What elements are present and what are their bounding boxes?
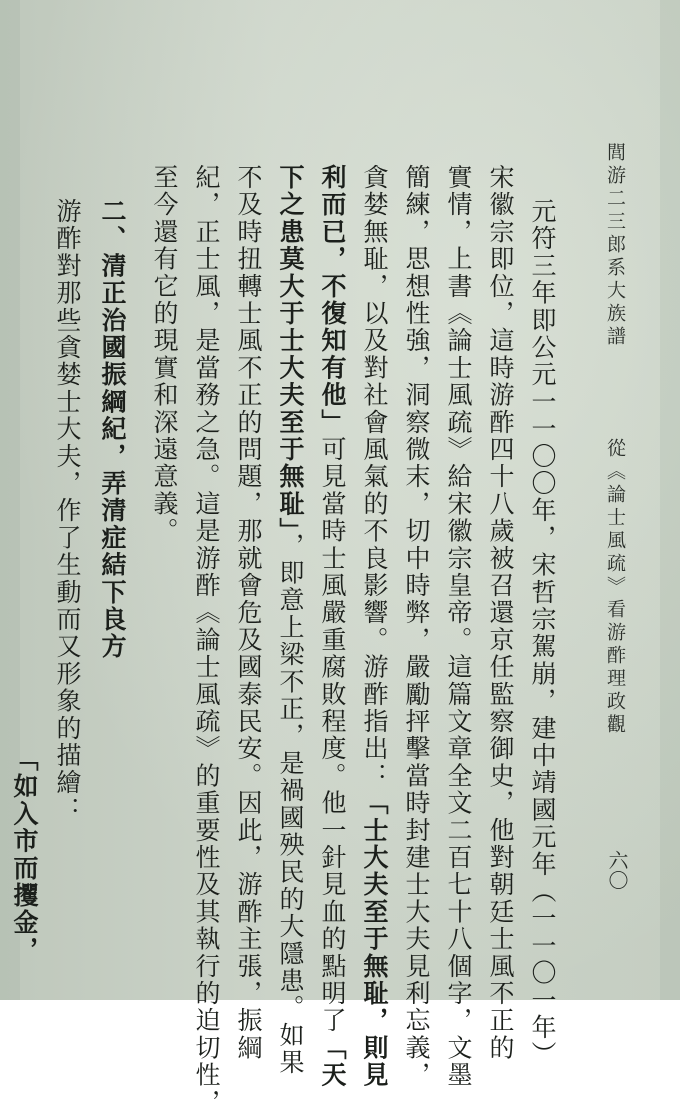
section-title: 從《論士風疏》看游酢理政觀 <box>604 438 626 737</box>
body-column-1: 元符三年即公元一一〇〇年，宋哲宗駕崩，建中靖國元年（一一〇一年） <box>528 198 557 1069</box>
quote-1-end: 利而已，不復知有他」 <box>318 164 347 436</box>
section-subheading: 二、清正治國振綱紀，弄清症結下良方 <box>98 198 127 661</box>
body-column-7-text: ，即意上梁不正，是禍國殃民的大隱患。如果 <box>276 532 305 1077</box>
body-column-3: 實情，上書《論士風疏》給宋徽宗皇帝。這篇文章全文二百七十八個字，文墨 <box>444 164 473 1089</box>
body-column-7 <box>278 164 303 1076</box>
quote-3-start: 「如入市而攫金， <box>10 746 39 964</box>
body-column-5-text: 貪婪無耻，以及對社會風氣的不良影響。游酢指出： <box>360 164 389 790</box>
body-column-9: 紀，正士風，是當務之急。這是游酢《論士風疏》的重要性及其執行的迫切性， <box>192 164 221 1116</box>
page-right-edge <box>660 0 680 1000</box>
quote-2-start: 「天 <box>318 1034 347 1089</box>
quote-1-start: 「士大夫至于無耻，則見 <box>360 789 389 1089</box>
body-column-10: 至今還有它的現實和深遠意義。 <box>150 164 179 545</box>
body-column-11: 游酢對那些貪婪士大夫，作了生動而又形象的描繪： <box>53 198 82 824</box>
body-column-5 <box>362 164 387 1089</box>
book-title: 閭游二三郎系大族譜 <box>604 142 626 349</box>
body-column-6-text: 可見當時士風嚴重腐敗程度。他一針見血的點明了 <box>318 436 347 1035</box>
quote-2-end: 下之患莫大于士大夫至于無耻」 <box>276 164 305 533</box>
page-number: 六〇 <box>605 850 629 890</box>
body-column-6 <box>320 164 345 1089</box>
body-column-8: 不及時扭轉士風不正的問題，那就會危及國泰民安。因此，游酢主張，振綱 <box>234 164 263 1062</box>
body-column-2: 宋徽宗即位，這時游酢四十八歲被召還京任監察御史，他對朝廷士風不正的 <box>486 164 515 1062</box>
body-column-4: 簡練，思想性強，洞察微末，切中時弊，嚴勵抨擊當時封建士大夫見利忘義， <box>402 164 431 1089</box>
